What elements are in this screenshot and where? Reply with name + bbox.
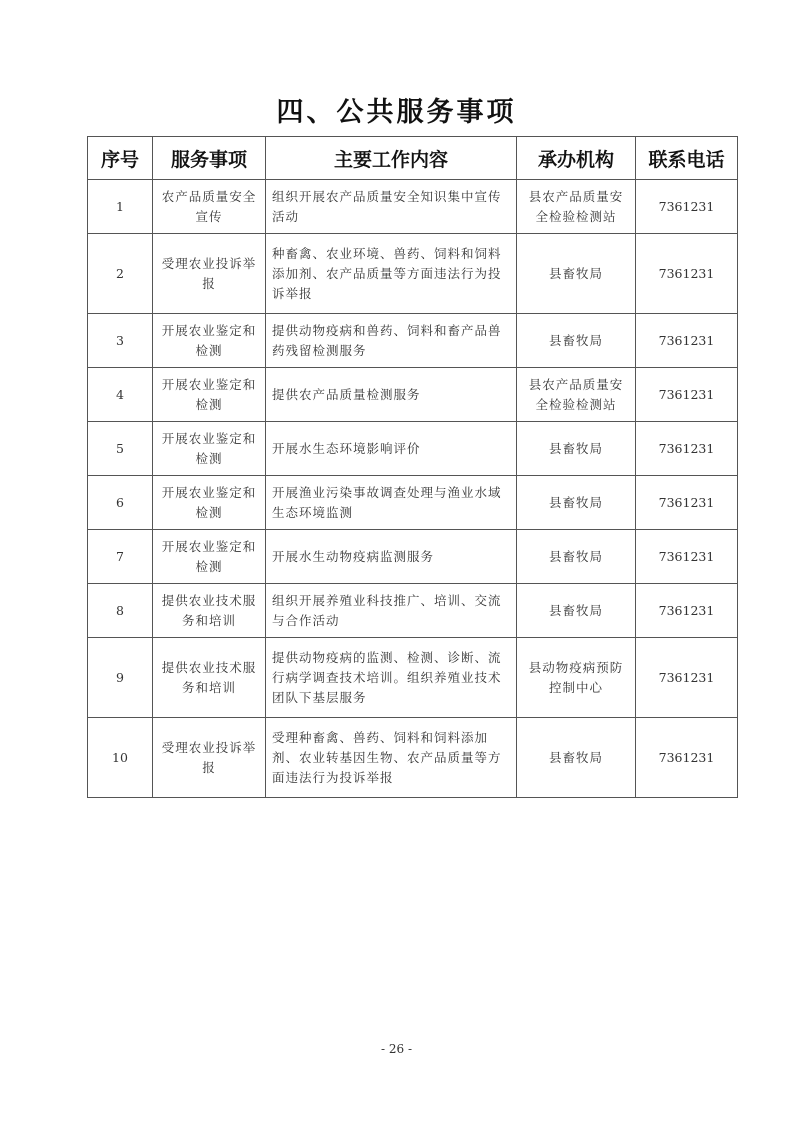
service-item: 提供农业技术服务和培训 — [153, 584, 266, 638]
header-phone: 联系电话 — [636, 137, 738, 180]
row-number: 3 — [88, 314, 153, 368]
work-content: 提供动物疫病和兽药、饲料和畜产品兽药残留检测服务 — [266, 314, 517, 368]
row-number: 1 — [88, 180, 153, 234]
header-no: 序号 — [88, 137, 153, 180]
phone-number: 7361231 — [636, 530, 738, 584]
service-item: 开展农业鉴定和检测 — [153, 314, 266, 368]
organization: 县畜牧局 — [517, 584, 636, 638]
header-content: 主要工作内容 — [266, 137, 517, 180]
table-row — [88, 314, 738, 368]
table-row — [88, 234, 738, 314]
work-content: 提供动物疫病的监测、检测、诊断、流行病学调查技术培训。组织养殖业技术团队下基层服务 — [266, 638, 517, 718]
work-content: 组织开展农产品质量安全知识集中宣传活动 — [266, 180, 517, 234]
organization: 县畜牧局 — [517, 314, 636, 368]
service-item: 开展农业鉴定和检测 — [153, 530, 266, 584]
organization: 县农产品质量安全检验检测站 — [517, 180, 636, 234]
phone-number: 7361231 — [636, 368, 738, 422]
row-number: 2 — [88, 234, 153, 314]
row-number: 4 — [88, 368, 153, 422]
work-content: 开展渔业污染事故调查处理与渔业水域生态环境监测 — [266, 476, 517, 530]
table-row — [88, 476, 738, 530]
table-row — [88, 638, 738, 718]
work-content: 开展水生态环境影响评价 — [266, 422, 517, 476]
organization: 县动物疫病预防控制中心 — [517, 638, 636, 718]
row-number: 9 — [88, 638, 153, 718]
phone-number: 7361231 — [636, 234, 738, 314]
phone-number: 7361231 — [636, 718, 738, 798]
service-item: 受理农业投诉举报 — [153, 718, 266, 798]
row-number: 5 — [88, 422, 153, 476]
phone-number: 7361231 — [636, 638, 738, 718]
page-number: - 26 - — [380, 1042, 412, 1056]
phone-number: 7361231 — [636, 584, 738, 638]
work-content: 种畜禽、农业环境、兽药、饲料和饲料添加剂、农产品质量等方面违法行为投诉举报 — [266, 234, 517, 314]
table-row — [88, 180, 738, 234]
organization: 县畜牧局 — [517, 234, 636, 314]
work-content: 组织开展养殖业科技推广、培训、交流与合作活动 — [266, 584, 517, 638]
service-item: 开展农业鉴定和检测 — [153, 368, 266, 422]
phone-number: 7361231 — [636, 180, 738, 234]
table-row — [88, 422, 738, 476]
table-header-row — [88, 137, 738, 180]
row-number: 7 — [88, 530, 153, 584]
row-number: 8 — [88, 584, 153, 638]
organization: 县畜牧局 — [517, 476, 636, 530]
organization: 县畜牧局 — [517, 422, 636, 476]
table-row — [88, 530, 738, 584]
organization: 县农产品质量安全检验检测站 — [517, 368, 636, 422]
phone-number: 7361231 — [636, 314, 738, 368]
phone-number: 7361231 — [636, 422, 738, 476]
header-org: 承办机构 — [517, 137, 636, 180]
work-content: 提供农产品质量检测服务 — [266, 368, 517, 422]
service-item: 开展农业鉴定和检测 — [153, 422, 266, 476]
header-item: 服务事项 — [153, 137, 266, 180]
row-number: 10 — [88, 718, 153, 798]
organization: 县畜牧局 — [517, 530, 636, 584]
table-row — [88, 718, 738, 798]
phone-number: 7361231 — [636, 476, 738, 530]
service-item: 农产品质量安全宣传 — [153, 180, 266, 234]
service-item: 受理农业投诉举报 — [153, 234, 266, 314]
work-content: 开展水生动物疫病监测服务 — [266, 530, 517, 584]
table-row — [88, 368, 738, 422]
service-item: 提供农业技术服务和培训 — [153, 638, 266, 718]
row-number: 6 — [88, 476, 153, 530]
page-title: 四、公共服务事项 — [276, 97, 517, 128]
work-content: 受理种畜禽、兽药、饲料和饲料添加剂、农业转基因生物、农产品质量等方面违法行为投诉举报 — [266, 718, 517, 798]
public-services-table — [87, 136, 738, 798]
table-row — [88, 584, 738, 638]
organization: 县畜牧局 — [517, 718, 636, 798]
service-item: 开展农业鉴定和检测 — [153, 476, 266, 530]
